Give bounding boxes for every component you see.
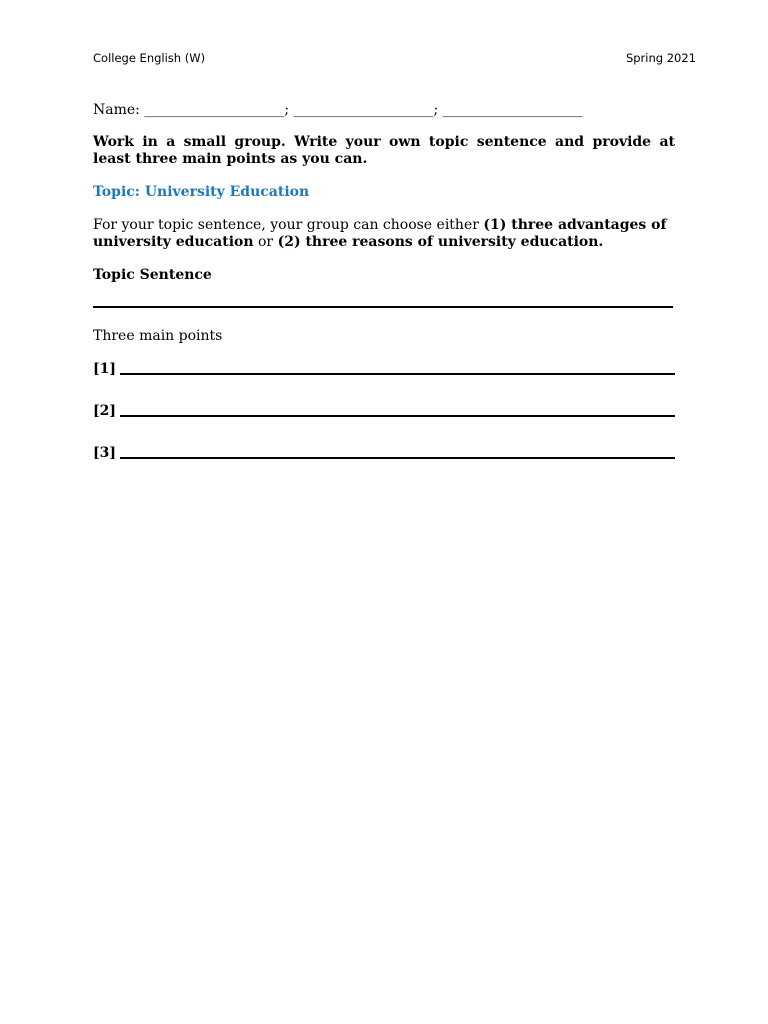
name-field-line[interactable]: Name: ____________________; ____________________; ____________________ — [93, 102, 583, 118]
main-point-number: [3] — [93, 445, 116, 461]
instructions: Work in a small group. Write your own topic sentence and provide at least three main points as you can. — [93, 134, 675, 167]
choice-connector: or — [253, 234, 278, 250]
page-header — [93, 50, 696, 66]
main-point-answer-line[interactable] — [120, 457, 675, 459]
topic-sentence-answer-line[interactable] — [93, 306, 673, 308]
main-point-answer-line[interactable] — [120, 415, 675, 417]
choice-lead: For your topic sentence, your group can choose either — [93, 217, 484, 233]
worksheet-body — [93, 100, 675, 462]
choice-instructions — [93, 217, 675, 251]
topic-sentence-heading: Topic Sentence — [93, 267, 212, 283]
main-point-1 — [93, 361, 675, 378]
choice-option-1: (1) three advantages of university education — [93, 217, 667, 250]
choice-option-2: (2) three reasons of university education. — [277, 234, 604, 250]
main-point-2 — [93, 403, 675, 420]
main-point-3 — [93, 445, 675, 462]
three-points-label: Three main points — [93, 328, 223, 344]
main-point-number: [1] — [93, 361, 116, 377]
term-label: Spring 2021 — [625, 51, 696, 65]
main-point-answer-line[interactable] — [120, 373, 675, 375]
main-points-list — [93, 361, 675, 462]
main-point-number: [2] — [93, 403, 116, 419]
course-title: College English (W) — [93, 51, 206, 65]
topic-heading: Topic: University Education — [93, 184, 310, 200]
